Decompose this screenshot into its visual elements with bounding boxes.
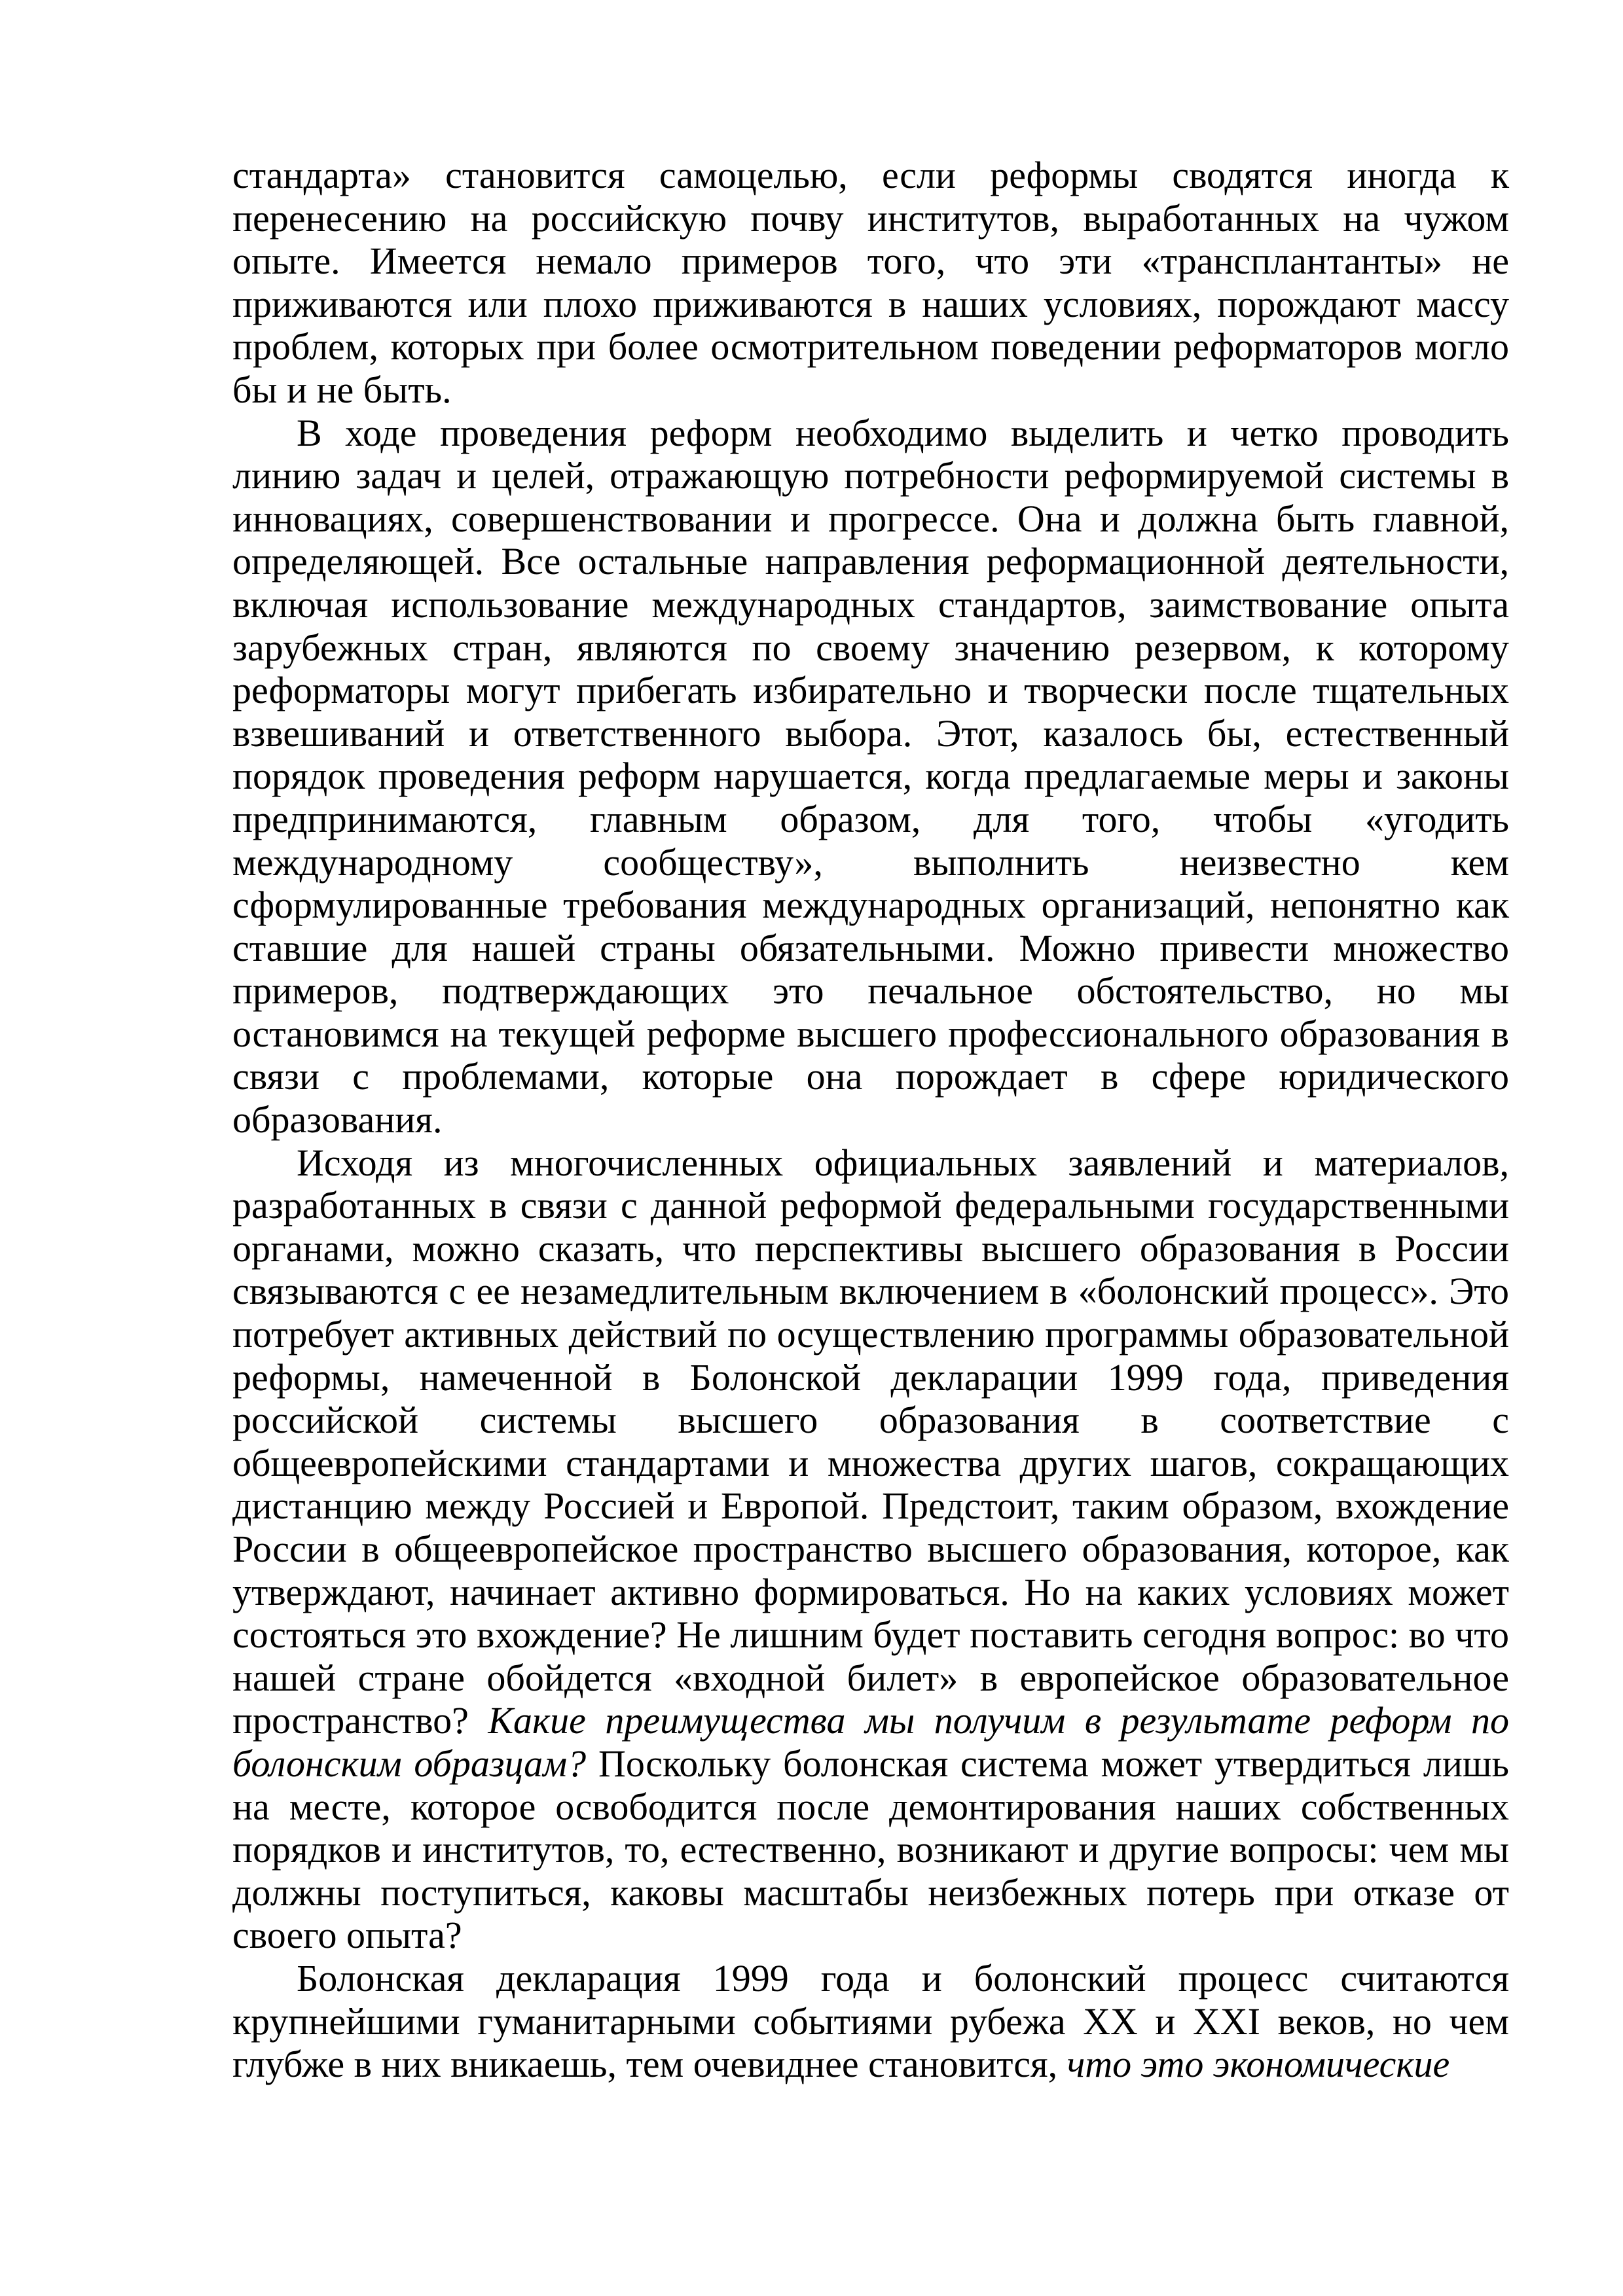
paragraph-2-text: В ходе проведения реформ необходимо выделить и четко проводить линию задач и целей, отражающую потребности реформируемой системы в инновациях, совершенствовании и прогрессе. Она и должна быть главной, определяющей. Все остальные направления реформационной деятельности, включая использование международных стандартов, заимствование опыта зарубежных стран, являются по своему значению резервом, к которому реформаторы могут прибегать избирательно и творчески после тщательных взвешиваний и ответственного выбора. Этот, казалось бы, естественный порядок проведения реформ нарушается, когда предлагаемые меры и законы предпринимаются, главным образом, для того, чтобы «угодить международному сообществу», выполнить неизвестно кем сформулированные требования международных организаций, непонятно как ставшие для нашей страны обязательными. Можно привести множество примеров, подтверждающих это печальное обстоятельство, но мы остановимся на текущей реформе высшего профессионального образования в связи с проблемами, которые она порождает в сфере юридического образования. [232,411,1509,1141]
paragraph-3-italic-question: Какие преимущества мы получим в результате реформ по болонским образцам? [232,1699,1509,1785]
paragraph-4 [232,1957,1509,2086]
paragraph-3-text-part1: Исходя из многочисленных официальных заявлений и материалов, разработанных в связи с данной реформой федеральными государственными органами, можно сказать, что перспективы высшего образования в России связываются с ее незамедлительным включением в «болонский процесс». Это потребует активных действий по осуществлению программы образовательной реформы, намеченной в Болонской декларации 1999 года, приведения российской системы высшего образования в соответствие с общеевропейскими стандартами и множества других шагов, сокращающих дистанцию между Россией и Европой. Предстоит, таким образом, вхождение России в общеевропейское пространство высшего образования, которое, как утверждают, начинает активно формироваться. Но на каких условиях может состояться это вхождение? Не лишним будет поставить сегодня вопрос: во что нашей стране обойдется «входной билет» в европейское образовательное пространство? [232,1141,1509,1742]
paragraph-1-text: стандарта» становится самоцелью, если реформы сводятся иногда к перенесению на российскую почву институтов, выработанных на чужом опыте. Имеется немало примеров того, что эти «трансплантанты» не приживаются или плохо приживаются в наших условиях, порождают массу проблем, которых при более осмотрительном поведении реформаторов могло бы и не быть. [232,154,1509,411]
body-text [232,154,1509,2086]
paragraph-1 [232,154,1509,412]
paragraph-4-text: Болонская декларация 1999 года и болонский процесс считаются крупнейшими гуманитарными событиями рубежа XX и XXI веков, но чем глубже в них вникаешь, тем очевиднее становится, [232,1956,1509,2086]
paragraph-3-text-part2: Поскольку болонская система может утвердиться лишь на месте, которое освободится после демонтирования наших собственных порядков и институтов, то, естественно, возникают и другие вопросы: чем мы должны поступиться, каковы масштабы неизбежных потерь при отказе от своего опыта? [232,1742,1509,1957]
paragraph-4-italic-ending: что это экономические [1067,2043,1450,2086]
paragraph-2 [232,412,1509,1141]
paragraph-3 [232,1141,1509,1957]
